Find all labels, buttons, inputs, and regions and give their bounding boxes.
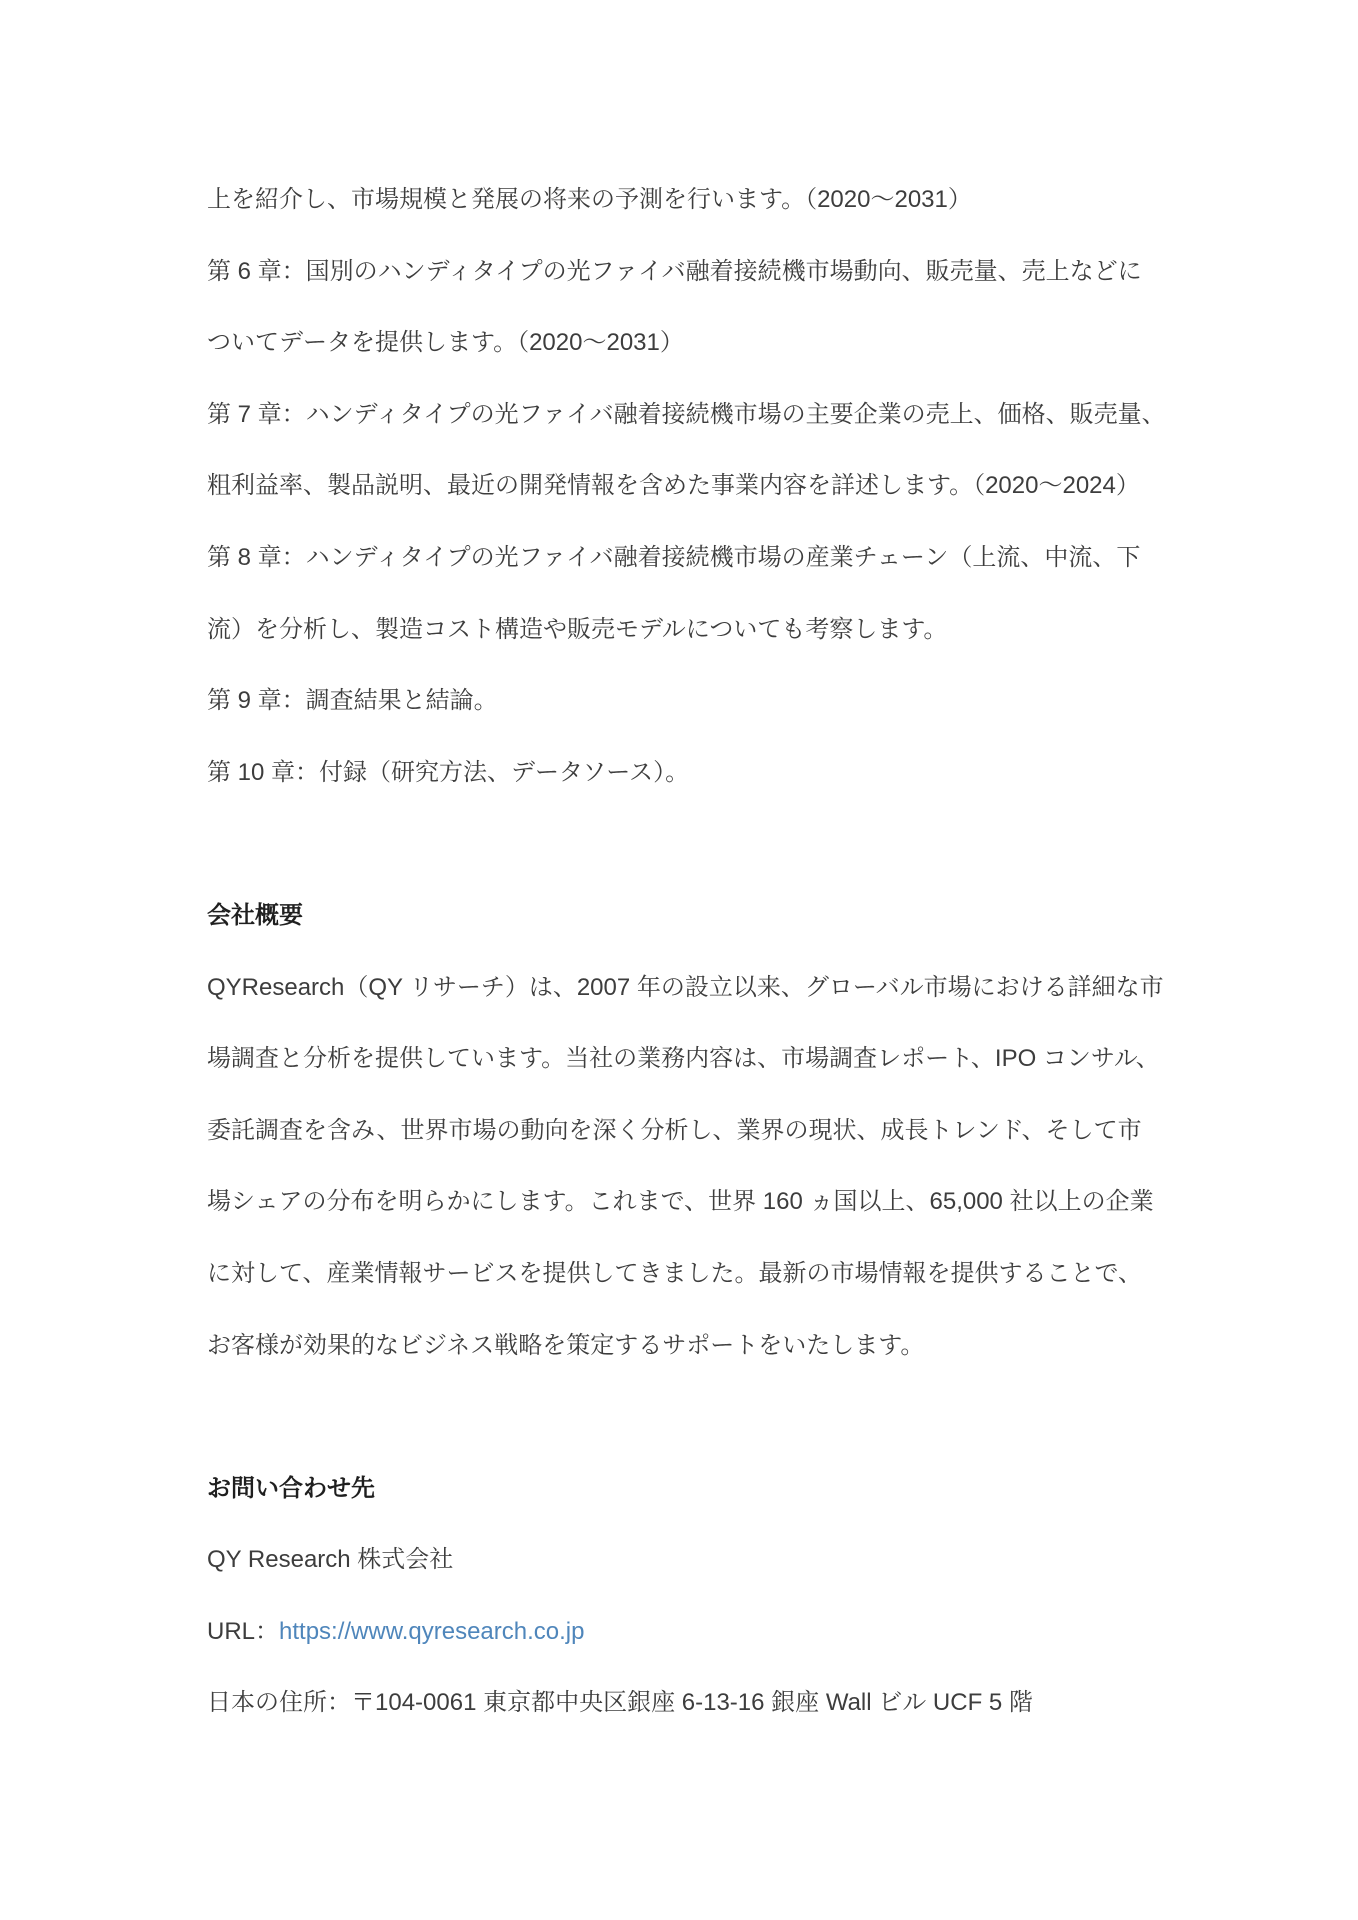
address-line: 日本の住所：〒104-0061 東京都中央区銀座 6-13-16 銀座 Wall ビル UCF 5 階 [207,1689,1033,1717]
paragraph-spacer [207,1381,1287,1453]
chapter-line: 第 8 章：ハンディタイプの光ファイバ融着接続機市場の産業チェーン（上流、中流、下 [207,543,1141,571]
chapter-list [207,164,1287,808]
company-overview-section [207,880,1287,1381]
chapter-line: 第 7 章：ハンディタイプの光ファイバ融着接続機市場の主要企業の売上、価格、販売量、 [207,400,1166,428]
chapter-line: 上を紹介し、市場規模と発展の将来の予測を行います。（2020～2031） [207,186,972,213]
url-line [207,1596,1287,1668]
company-overview-line: に対して、産業情報サービスを提供してきました。最新の市場情報を提供することで、 [207,1259,1143,1287]
contact-section [207,1453,1287,1739]
contact-heading: お問い合わせ先 [207,1474,375,1502]
chapter-line: 粗利益率、製品説明、最近の開発情報を含めた事業内容を詳述します。（2020～2024） [207,472,1140,500]
company-name: QY Research 株式会社 [207,1546,454,1574]
company-overview-line: 委託調査を含み、世界市場の動向を深く分析し、業界の現状、成長トレンド、そして市 [207,1116,1142,1144]
chapter-line: 第 9 章：調査結果と結論。 [207,687,498,715]
company-overview-line: 場シェアの分布を明らかにします。これまで、世界 160 ヵ国以上、65,000 社以上の企業 [207,1188,1154,1216]
chapter-line: 第 6 章：国別のハンディタイプの光ファイバ融着接続機市場動向、販売量、売上などに [207,257,1142,285]
company-overview-line: 場調査と分析を提供しています。当社の業務内容は、市場調査レポート、IPO コンサル、 [207,1045,1160,1073]
chapter-line: ついてデータを提供します。（2020～2031） [207,329,684,357]
paragraph-spacer [207,808,1287,880]
url-label: URL： [207,1617,280,1645]
chapter-line: 第 10 章：付録（研究方法、データソース）。 [207,758,690,786]
company-overview-line: お客様が効果的なビジネス戦略を策定するサポートをいたします。 [207,1331,925,1359]
company-overview-line: QYResearch（QY リサーチ）は、2007 年の設立以来、グローバル市場における詳細な市 [207,973,1164,1001]
website-link[interactable]: https://www.qyresearch.co.jp [279,1617,585,1645]
chapter-line: 流）を分析し、製造コスト構造や販売モデルについても考察します。 [207,615,948,643]
company-overview-heading: 会社概要 [207,901,303,929]
document-page [207,164,1287,1739]
